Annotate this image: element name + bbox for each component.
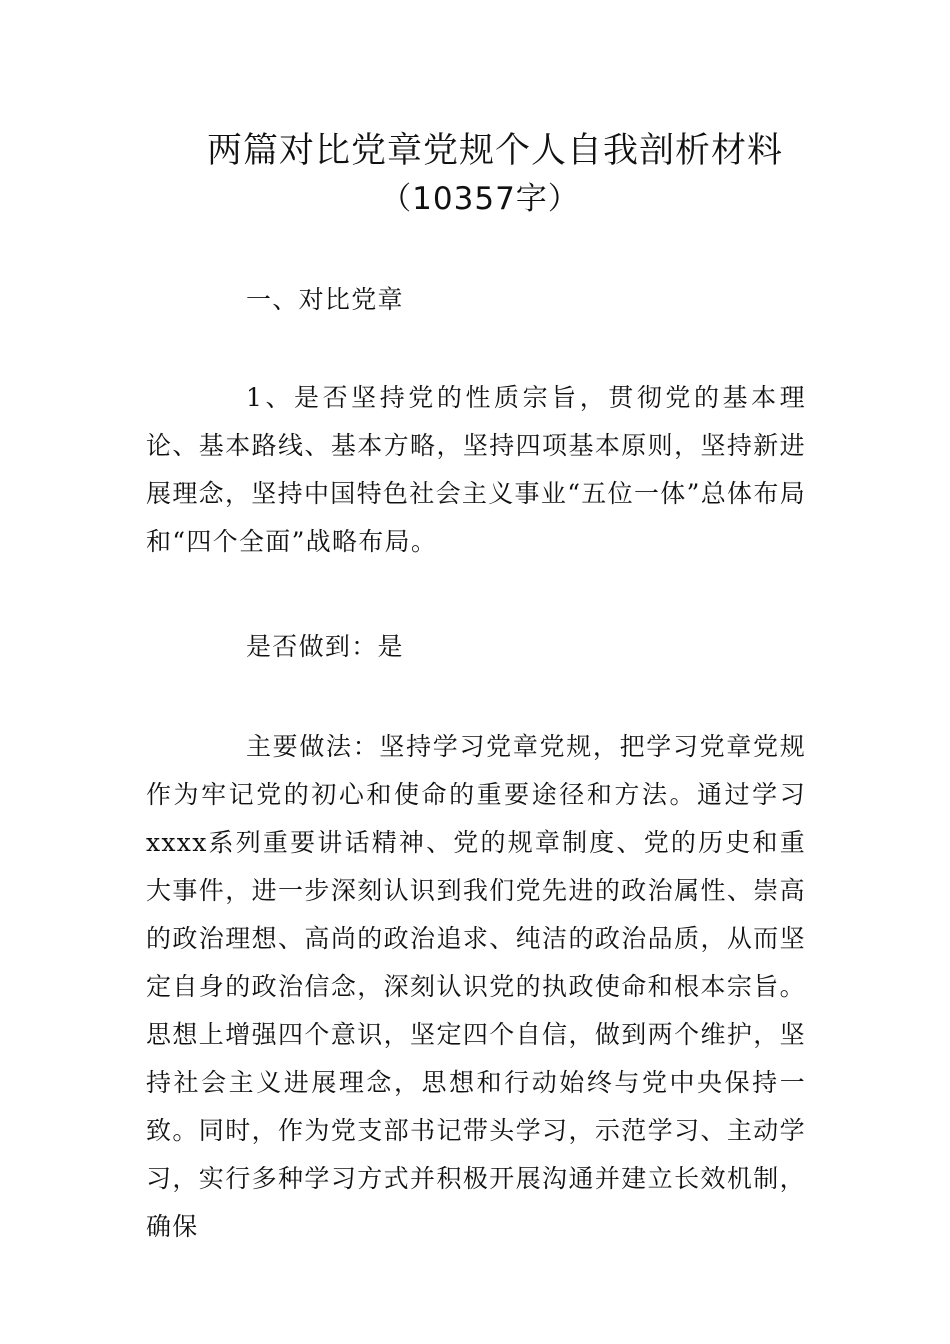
document-title: 两篇对比党章党规个人自我剖析材料 — [206, 131, 783, 171]
paragraph-main-practice: 主要做法：坚持学习党章党规，把学习党章党规作为牢记党的初心和使命的重要途径和方法。通过学习xxxx系列重要讲话精神、党的规章制度、党的历史和重大事件，进一步深刻认识到我们党先进的政治属性、崇高的政治理想、高尚的政治追求、纯洁的政治品质，从而坚定自身的政治信念，深刻认识党的执政使命和根本宗旨。思想上增强四个意识，坚定四个自信，做到两个维护，坚持社会主义进展理念，思想和行动始终与党中央保持一致。同时，作为党支部书记带头学习，示范学习、主动学习，实行多种学习方式并积极开展沟通并建立长效机制，确保 — [146, 732, 806, 1241]
paragraph-whether-done: 是否做到：是 — [246, 632, 404, 661]
document-word-count: （10357字） — [380, 181, 580, 217]
paragraph-item-1: 1、是否坚持党的性质宗旨，贯彻党的基本理论、基本路线、基本方略，坚持四项基本原则，坚持新进展理念，坚持中国特色社会主义事业“五位一体”总体布局和“四个全面”战略布局。 — [146, 383, 806, 556]
section-heading: 一、对比党章 — [246, 285, 404, 314]
